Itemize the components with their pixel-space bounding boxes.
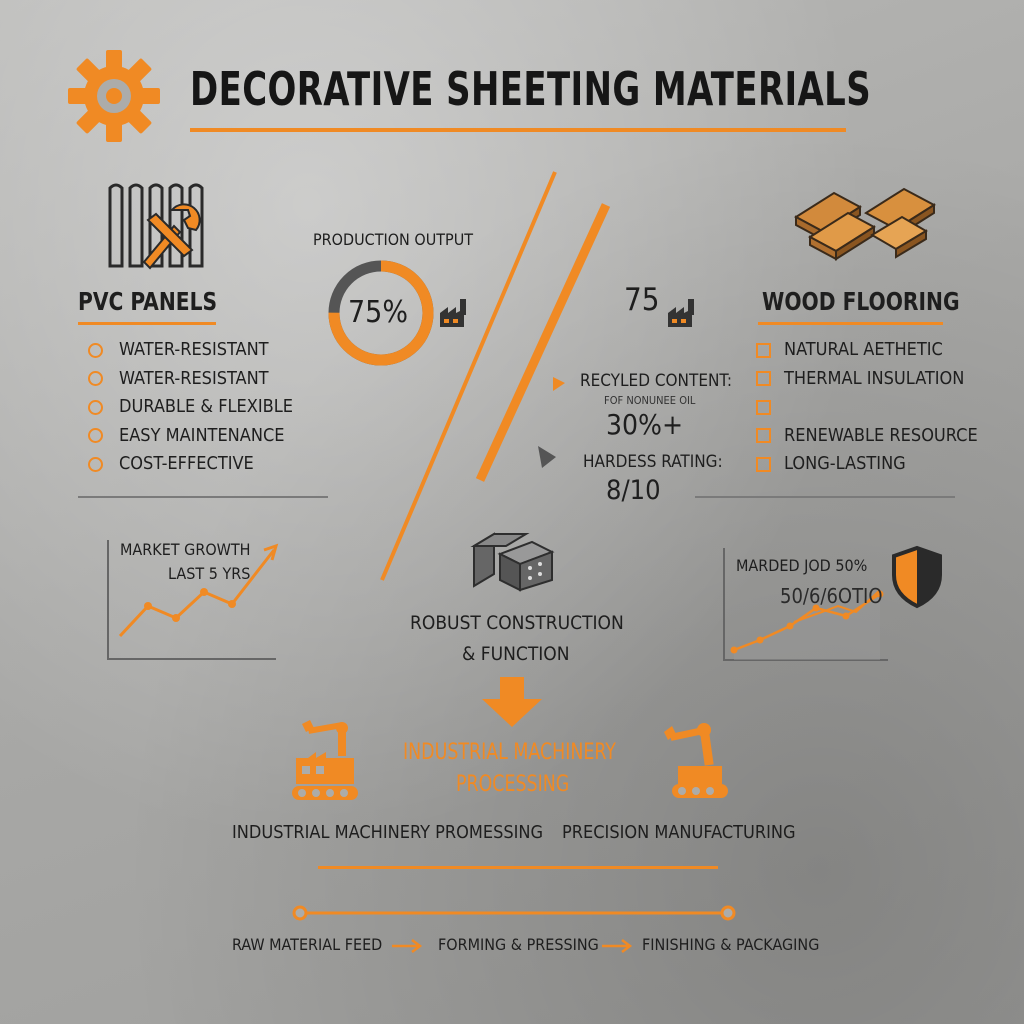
list-item: THERMAL INSULATION xyxy=(756,365,978,394)
right-chart-line1: MARDED JOD 50% xyxy=(736,556,868,575)
machinery-title-line1: INDUSTRIAL MACHINERY xyxy=(403,740,616,765)
checkbox-icon xyxy=(756,343,771,358)
list-item: WATER-RESISTANT xyxy=(88,365,293,394)
shield-icon xyxy=(890,545,944,609)
recycled-value: 30%+ xyxy=(606,408,684,441)
recycled-sub: FOF NONUNEE OIL xyxy=(604,394,696,407)
list-item: NATURAL AETHETIC xyxy=(756,336,978,365)
machinery-underline xyxy=(318,866,718,869)
process-step-3: FINISHING & PACKAGING xyxy=(642,935,820,954)
center-stat-number: 75 xyxy=(624,282,660,318)
robot-arm-icon xyxy=(288,718,362,804)
factory-icon xyxy=(666,297,700,329)
checkbox-icon xyxy=(756,400,771,415)
hardness-label: HARDESS RATING: xyxy=(583,452,723,472)
list-item: LONG-LASTING xyxy=(756,450,978,479)
process-timeline xyxy=(290,903,738,923)
list-item: EASY MAINTENANCE xyxy=(88,422,293,451)
hardness-value: 8/10 xyxy=(606,475,661,506)
process-step-2: FORMING & PRESSING xyxy=(438,935,599,954)
machinery-title-line2: PROCESSING xyxy=(456,772,570,797)
wood-title-underline xyxy=(758,322,943,325)
checkbox-icon xyxy=(756,371,771,386)
market-growth-line1: MARKET GROWTH xyxy=(120,540,251,559)
list-item: COST-EFFECTIVE xyxy=(88,450,293,479)
pvc-title: PVC PANELS xyxy=(78,287,218,316)
machinery-right-caption: PRECISION MANUFACTURING xyxy=(562,822,796,843)
process-step-1: RAW MATERIAL FEED xyxy=(232,935,383,954)
list-item xyxy=(756,393,978,422)
right-chart-line2: 50/6/6OTIO xyxy=(780,584,883,608)
production-value: 75% xyxy=(348,295,408,330)
construction-line1: ROBUST CONSTRUCTION xyxy=(410,612,624,634)
wood-feature-list xyxy=(756,336,978,479)
checkbox-icon xyxy=(756,428,771,443)
center-divider xyxy=(695,496,955,498)
arrow-right-icon xyxy=(390,938,424,954)
arrow-right-icon xyxy=(600,938,634,954)
construction-line2: & FUNCTION xyxy=(462,643,570,665)
page-title: DECORATIVE SHEETING MATERIALS xyxy=(190,62,872,116)
wood-title: WOOD FLOORING xyxy=(762,287,960,316)
list-item: WATER-RESISTANT xyxy=(88,336,293,365)
market-growth-line2: LAST 5 YRS xyxy=(168,564,251,583)
machinery-left-caption: INDUSTRIAL MACHINERY PROMESSING xyxy=(232,822,544,843)
list-item: RENEWABLE RESOURCE xyxy=(756,422,978,451)
checkbox-icon xyxy=(756,457,771,472)
list-item: DURABLE & FLEXIBLE xyxy=(88,393,293,422)
production-label: PRODUCTION OUTPUT xyxy=(313,230,474,249)
wood-planks-icon xyxy=(790,183,940,267)
robot-arm-icon xyxy=(660,722,732,802)
steel-beams-icon xyxy=(470,528,556,592)
down-arrow-icon xyxy=(480,677,544,729)
market-growth-sparkline xyxy=(104,538,280,664)
recycled-label: RECYLED CONTENT: xyxy=(580,371,733,391)
